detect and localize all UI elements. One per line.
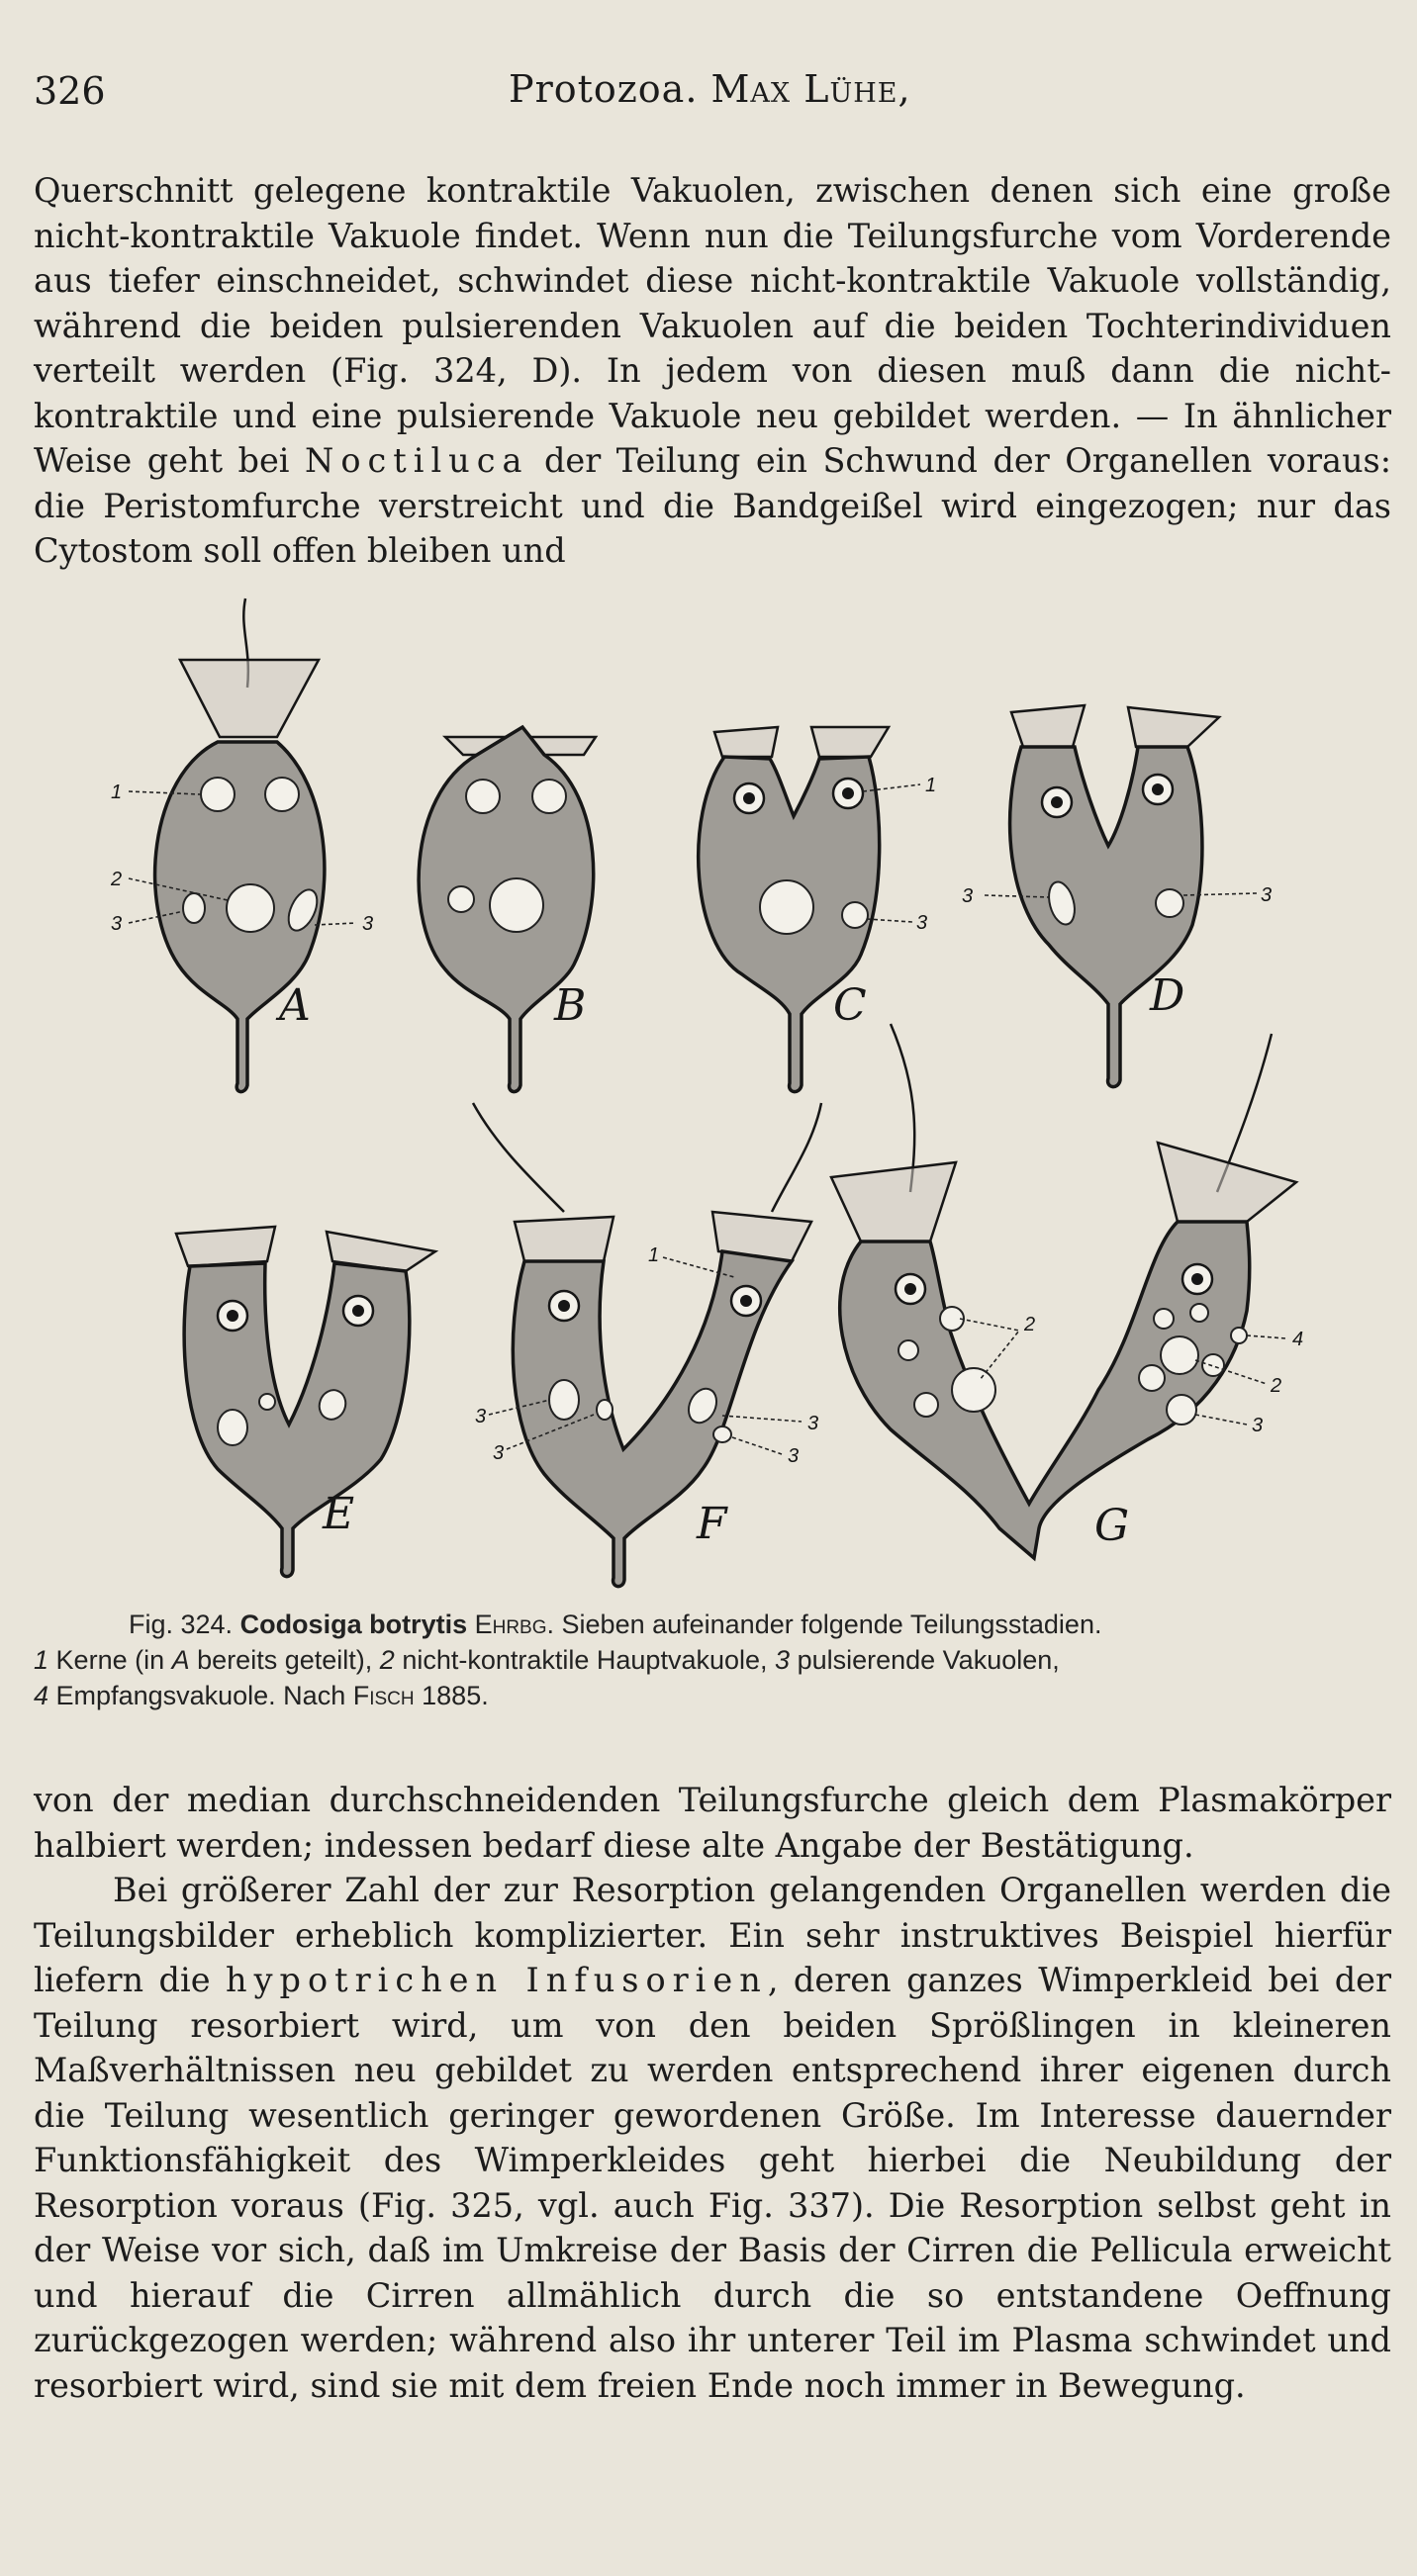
panel-label: F (697, 1499, 727, 1549)
vacuole (914, 1393, 938, 1417)
main-vacuole (760, 880, 813, 934)
vacuole (1190, 1304, 1208, 1322)
panel-d (962, 705, 1272, 1087)
body-text-bottom (34, 1778, 1391, 2408)
callout-number: 3 (111, 913, 123, 935)
nucleolus (740, 1295, 752, 1307)
nucleolus (352, 1305, 364, 1317)
emphasized-term: Noctiluca (305, 441, 529, 480)
collar (1158, 1143, 1296, 1222)
nucleolus (842, 787, 854, 799)
callout-number: 1 (648, 1244, 660, 1266)
flagellum (772, 1103, 821, 1212)
caption-line (34, 1607, 1391, 1642)
nucleolus (558, 1300, 570, 1312)
caption-line (34, 1642, 1391, 1678)
leader-line (732, 1437, 782, 1454)
nucleolus (743, 792, 755, 804)
vacuole (1154, 1309, 1174, 1329)
legend-number: 2 (379, 1645, 395, 1675)
panel-label: E (323, 1489, 355, 1539)
panel-e (176, 1227, 435, 1577)
pulsating-vacuole (549, 1380, 579, 1420)
collar (515, 1217, 614, 1261)
source-author: Fisch (352, 1681, 415, 1710)
running-head-title: Protozoa. (509, 67, 699, 111)
callout-number: 3 (916, 912, 928, 934)
callout-number: 3 (493, 1442, 505, 1464)
callout-number: 3 (362, 913, 374, 935)
nucleolus (1152, 783, 1164, 795)
flagellum (473, 1103, 564, 1212)
collar (811, 727, 889, 757)
text-run: Bei größerer Zahl der zur Resorption gelangenden Organellen werden die Teilungsbilder erheblich komplizierter. Ein sehr instruktives Beispiel hierfür liefern die (34, 1871, 1391, 1999)
callout-number: 3 (1252, 1415, 1264, 1436)
paragraph (34, 168, 1391, 574)
caption-text: A (171, 1645, 190, 1675)
pulsating-vacuole (597, 1400, 613, 1420)
species-name: Codosiga botrytis (239, 1610, 468, 1639)
legend-number: 1 (34, 1645, 49, 1675)
main-vacuole (490, 878, 543, 932)
nucleolus (227, 1310, 238, 1322)
vacuole (1161, 1336, 1198, 1374)
nucleus (466, 780, 500, 813)
nucleolus (1191, 1273, 1203, 1285)
collar (1011, 705, 1085, 747)
callout-number: 3 (807, 1413, 819, 1434)
leader-line (1195, 1415, 1247, 1425)
leader-line (722, 1416, 802, 1422)
text-run: , deren ganzes Wimperkleid bei der Teilung resorbiert wird, um von den beiden Sprößlingen in kleineren Maßverhältnissen neu gebildet zu werden entsprechend ihrer eigenen durch die Teilung wesentlich geringer gewordenen Größe. Im Interesse dauernder Funktionsfähigkeit des Wimperkleides geht hierbei die Neubildung der Resorption voraus (Fig. 325, vgl. auch Fig. 337). Die Resorption selbst geht in der Weise vor sich, daß im Umkreise der Basis der Cirren die Pellicula erweicht und hierauf die Cirren allmählich durch die so entstandene Oeffnung zurückgezogen werden; während also ihr unterer Teil im Plasma schwindet und resorbiert wird, sind sie mit dem freien Ende noch immer in Bewegung. (34, 1961, 1392, 2405)
collar (176, 1227, 275, 1266)
vacuole (898, 1340, 918, 1360)
body-text-top (34, 168, 1391, 574)
panel-label: C (833, 980, 867, 1031)
text-run: der Teilung ein Schwund der Organellen voraus: die Peristomfurche verstreicht und die Bandgeißel wird eingezogen; nur das Cytostom soll offen bleiben und (34, 441, 1392, 570)
vacuole (1202, 1354, 1224, 1376)
panel-label: D (1150, 970, 1185, 1021)
emphasized-term: hypotrichen Infusorien (226, 1961, 768, 1999)
nucleus (532, 780, 566, 813)
collar (831, 1162, 956, 1242)
panel-label: B (554, 980, 587, 1031)
figure-caption (34, 1607, 1391, 1713)
panel-label: A (279, 980, 311, 1031)
caption-text: nicht-kontraktile Hauptvakuole, (402, 1645, 768, 1675)
collar (180, 660, 319, 737)
callout-number: 3 (788, 1445, 800, 1467)
pulsating-vacuole (448, 886, 474, 912)
pulsating-vacuole (713, 1426, 731, 1442)
paragraph (34, 1868, 1391, 2408)
callout-number: 2 (1024, 1314, 1036, 1335)
pulsating-vacuole (842, 902, 868, 928)
callout-number: 3 (1261, 884, 1273, 906)
caption-text: Kerne (in (55, 1645, 165, 1675)
collar (1128, 707, 1219, 747)
callout-number: 1 (111, 782, 123, 803)
caption-text: Sieben aufeinander folgende Teilungsstadien. (561, 1610, 1102, 1639)
text-run: Querschnitt gelegene kontraktile Vakuolen, zwischen denen sich eine große nicht-kontraktile Vakuole findet. Wenn nun die Teilungsfurche vom Vorderende aus tiefer einschneidet, schwindet diese nicht-kontraktile Vakuole vollständig, während die beiden pulsierenden Vakuolen auf die beiden Tochterindividuen verteilt werden (Fig. 324, D). In jedem von diesen muß dann die nicht-kontraktile und eine pulsierende Vakuole neu gebildet werden. — In ähnlicher Weise geht bei (34, 171, 1391, 480)
pulsating-vacuole (218, 1410, 247, 1445)
nucleolus (1051, 796, 1063, 808)
caption-text: bereits geteilt), (197, 1645, 373, 1675)
figure-illustration (109, 579, 1385, 1608)
nucleolus (904, 1283, 916, 1295)
callout-number: 2 (1271, 1375, 1282, 1397)
panel-b (419, 727, 596, 1092)
panel-f (473, 1103, 821, 1587)
legend-number: 3 (775, 1645, 791, 1675)
caption-line (34, 1678, 1391, 1713)
species-authority: Ehrbg. (474, 1610, 555, 1639)
receiving-vacuole (1231, 1328, 1247, 1343)
page-header (34, 61, 1379, 121)
nucleus (265, 778, 299, 811)
callout-number: 3 (475, 1406, 487, 1427)
leader-line (315, 923, 356, 925)
figure-label: Fig. 324. (129, 1610, 234, 1639)
panel-a (110, 598, 373, 1092)
vacuole (952, 1368, 995, 1412)
callout-number: 4 (1292, 1329, 1304, 1350)
running-head (509, 67, 911, 111)
main-vacuole (227, 884, 274, 932)
callout-number: 1 (925, 775, 937, 796)
caption-text: Empfangsvakuole. Nach (55, 1681, 346, 1710)
leader-line (1247, 1335, 1286, 1338)
pulsating-vacuole (1156, 889, 1183, 917)
panel-c (699, 727, 936, 1092)
vacuole (1139, 1365, 1165, 1391)
callout-number: 2 (111, 869, 123, 890)
nucleus (201, 778, 235, 811)
panel-g (831, 1024, 1303, 1558)
callout-number: 3 (962, 885, 974, 907)
pulsating-vacuole (259, 1394, 275, 1410)
caption-text: pulsierende Vakuolen, (797, 1645, 1060, 1675)
panel-label: G (1094, 1501, 1130, 1551)
legend-number: 4 (34, 1681, 49, 1710)
figure-324 (109, 579, 1395, 1627)
collar (714, 727, 778, 757)
source-year: 1885. (422, 1681, 489, 1710)
pulsating-vacuole (183, 893, 205, 923)
vacuole (1167, 1395, 1196, 1425)
paragraph: von der median durchschneidenden Teilungsfurche gleich dem Plasmakörper halbiert werden; indessen bedarf diese alte Angabe der Bestätigung. (34, 1781, 1391, 1865)
page-number: 326 (34, 69, 106, 113)
running-head-author: Max Lühe, (710, 67, 911, 111)
